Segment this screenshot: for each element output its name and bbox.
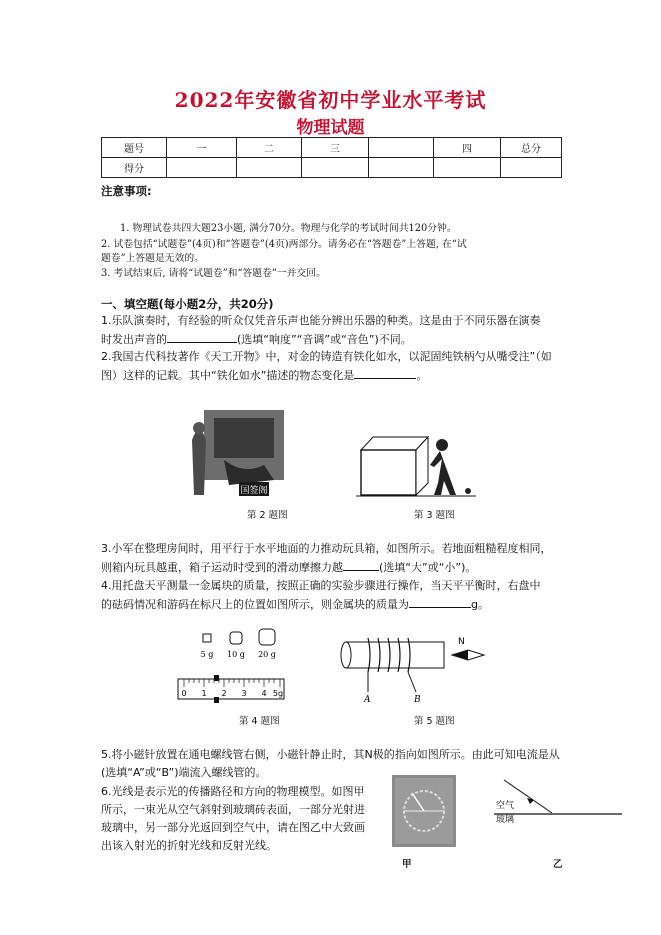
table-cell: 一 bbox=[167, 138, 237, 158]
notice-item: 1. 物理试卷共四大题23小题, 满分70分。物理与化学的考试时间共120分钟。 bbox=[120, 223, 457, 234]
table-cell bbox=[369, 138, 434, 158]
question-5 bbox=[101, 746, 571, 782]
question-text: 。 bbox=[416, 369, 428, 382]
toy-box-illustration bbox=[356, 425, 486, 505]
ruler-label: 2 bbox=[221, 689, 227, 698]
table-cell: 得分 bbox=[102, 158, 167, 178]
question-text: 图）这样的记载。其中“铁化如水”描述的物态变化是 bbox=[101, 369, 355, 382]
question-text: 1.乐队演奏时，有经验的听众仅凭音乐声也能分辨出乐器的种类。这是由于不同乐器在演奏 bbox=[101, 314, 541, 327]
ruler-label: 4 bbox=[261, 689, 267, 698]
question-4 bbox=[101, 577, 571, 614]
weight-label: 10 g bbox=[227, 650, 245, 659]
table-cell: 题号 bbox=[102, 138, 167, 158]
ruler-label: 3 bbox=[241, 689, 247, 698]
table-cell[interactable] bbox=[302, 158, 369, 178]
coil-end-label: A bbox=[364, 695, 371, 705]
table-cell[interactable] bbox=[434, 158, 501, 178]
question-text: 5.将小磁针放置在通电螺线管右侧，小磁针静止时，其N极的指向如图所示。由此可知电流是从 bbox=[101, 748, 560, 761]
answer-blank[interactable] bbox=[167, 330, 237, 343]
glass-label: 玻璃 bbox=[496, 815, 515, 823]
ruler-label: 5g bbox=[272, 689, 284, 698]
notice-heading: 注意事项: bbox=[101, 184, 152, 198]
question-text: 4.用托盘天平测量一金属块的质量，按照正确的实验步骤进行操作，当天平平衡时，右盘中 bbox=[101, 579, 541, 592]
question-6 bbox=[101, 783, 391, 855]
table-cell: 三 bbox=[302, 138, 369, 158]
question-text: 6.光线是表示光的传播路径和方向的物理模型。如图甲 bbox=[101, 785, 365, 798]
figure-caption: 甲 bbox=[402, 859, 412, 870]
question-3 bbox=[101, 540, 571, 577]
table-cell: 四 bbox=[434, 138, 501, 158]
table-cell[interactable] bbox=[369, 158, 434, 178]
figure-caption: 第 3 题图 bbox=[414, 510, 455, 521]
table-row bbox=[102, 138, 562, 158]
answer-blank[interactable] bbox=[354, 366, 416, 379]
weight-label: 20 g bbox=[258, 650, 276, 659]
air-glass-diagram bbox=[494, 778, 624, 823]
question-text: 所示，一束光从空气斜射到玻璃砖表面，一部分光射进 bbox=[101, 803, 365, 816]
question-text: 2.我国古代科技著作《天工开物》中，对金的铸造有铁化如水，以泥固纯铁柄勺从嘴受注”（如 bbox=[101, 350, 552, 363]
casting-illustration bbox=[184, 400, 294, 502]
figure-stamp: 国签阁 bbox=[240, 486, 268, 496]
notice-item: 3. 考试结束后, 请将“试题卷”和“答题卷”一并交回。 bbox=[101, 268, 326, 279]
balance-weights-illustration bbox=[176, 627, 288, 709]
coil-end-label: B bbox=[414, 695, 421, 705]
table-cell: 二 bbox=[237, 138, 302, 158]
answer-blank[interactable] bbox=[409, 595, 471, 608]
figure-caption: 第 2 题图 bbox=[247, 510, 288, 521]
table-cell: 总分 bbox=[501, 138, 562, 158]
question-2 bbox=[101, 348, 571, 385]
section-heading: 一、填空题(每小题2分，共20分) bbox=[101, 297, 274, 311]
glass-photo bbox=[392, 775, 456, 847]
table-cell[interactable] bbox=[237, 158, 302, 178]
question-text: 时发出声音的 bbox=[101, 333, 167, 346]
figure-caption: 第 5 题图 bbox=[414, 716, 455, 727]
notice-item: 2. 试卷包括“试题卷”(4页)和“答题卷”(4页)两部分。请务必在“答题卷”上答题, 在“试 bbox=[101, 239, 467, 250]
figure-caption: 乙 bbox=[553, 859, 563, 870]
weight-label: 5 g bbox=[200, 650, 214, 659]
exam-subtitle: 物理试题 bbox=[296, 118, 365, 138]
notice-item: 题卷”上答题是无效的。 bbox=[101, 253, 204, 264]
ruler-label: 0 bbox=[181, 689, 187, 698]
question-text: 出该入射光的折射光线和反射光线。 bbox=[101, 839, 277, 852]
question-text: (选填“响度”“音调”或“音色”)不同。 bbox=[237, 333, 412, 346]
question-text: g。 bbox=[471, 598, 489, 611]
question-1 bbox=[101, 312, 571, 349]
question-text: 3.小军在整理房间时，用平行于水平地面的力推动玩具箱，如图所示。若地面粗糙程度相同， bbox=[101, 542, 552, 555]
needle-n-label: N bbox=[458, 637, 465, 647]
question-text: 玻璃中，另一部分光返回到空气中，请在图乙中大致画 bbox=[101, 821, 365, 834]
question-text: 则箱内玩具越重，箱子运动时受到的滑动摩擦力越 bbox=[101, 561, 343, 574]
table-row bbox=[102, 158, 562, 178]
figure-caption: 第 4 题图 bbox=[239, 716, 280, 727]
question-text: 的砝码情况和游码在标尺上的位置如图所示，则金属块的质量为 bbox=[101, 598, 409, 611]
score-table bbox=[101, 137, 562, 178]
solenoid-illustration bbox=[336, 630, 486, 710]
air-label: 空气 bbox=[496, 801, 515, 811]
table-cell[interactable] bbox=[501, 158, 562, 178]
table-cell[interactable] bbox=[167, 158, 237, 178]
exam-title: 2022年安徽省初中学业水平考试 bbox=[174, 88, 487, 112]
question-text: (选填“大”或“小”)。 bbox=[379, 561, 477, 574]
question-text: (选填“A”或“B”)端流入螺线管的。 bbox=[101, 766, 267, 779]
ruler-label: 1 bbox=[201, 689, 207, 698]
answer-blank[interactable] bbox=[343, 558, 379, 571]
